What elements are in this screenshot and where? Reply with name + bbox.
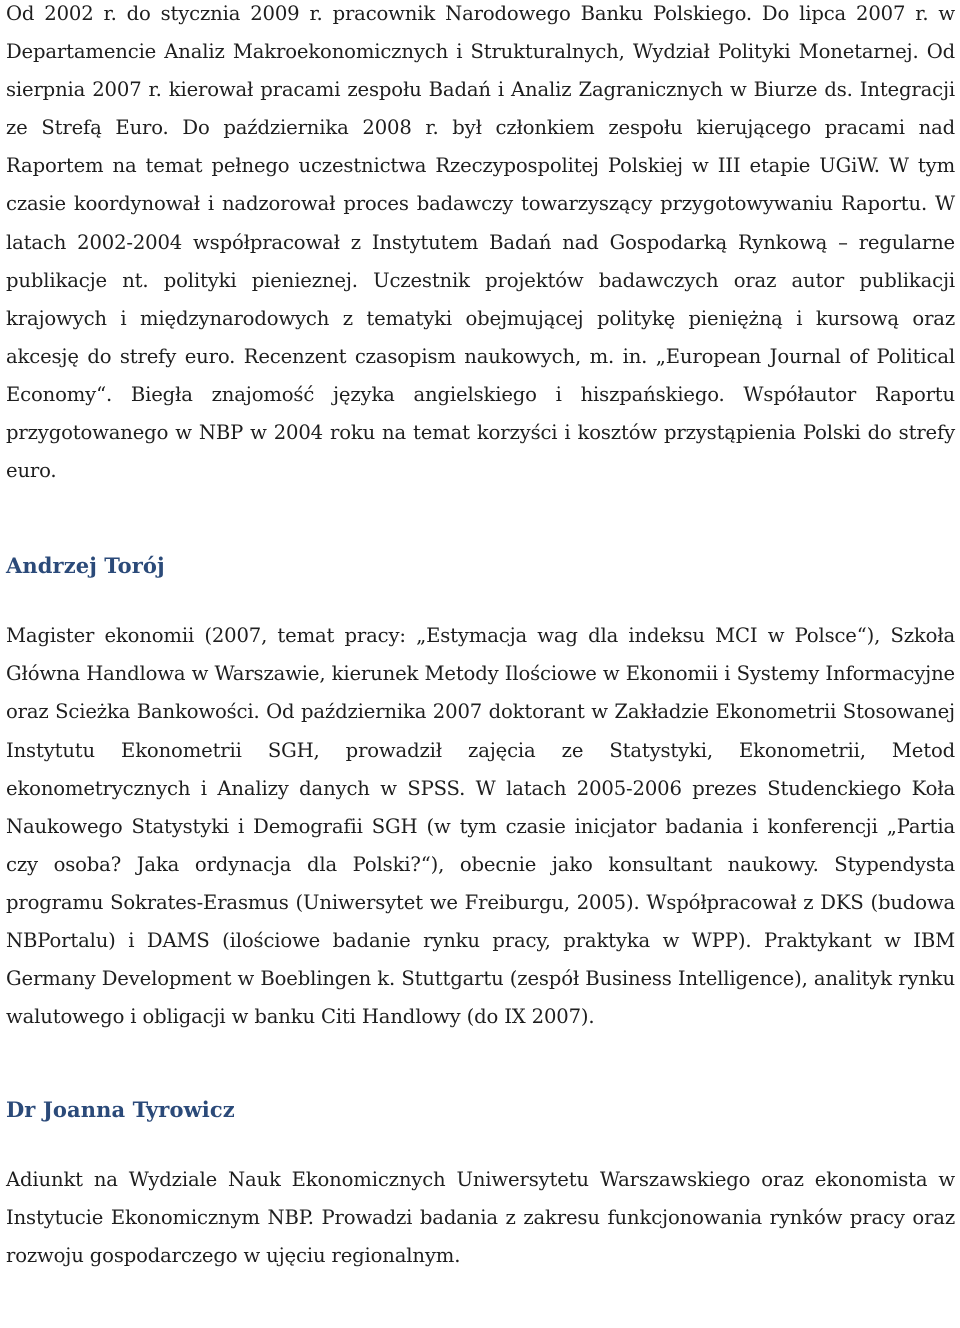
bio-paragraph-joanna-tyrowicz: Adiunkt na Wydziale Nauk Ekonomicznych Uniwersytetu Warszawskiego oraz ekonomista w Instytucie Ekonomicznym NBP. Prowadzi badania z zakresu funkcjonowania rynków pracy oraz rozwoju gospodarczego w ujęciu regionalnym. xyxy=(6,1168,955,1268)
document-page xyxy=(6,0,955,1276)
person-heading-andrzej-toroj: Andrzej Torój xyxy=(6,553,165,579)
bio-paragraph-andrzej-toroj: Magister ekonomii (2007, temat pracy: „Estymacja wag dla indeksu MCI w Polsce“), Szkoła Główna Handlowa w Warszawie, kierunek Metody Ilościowe w Ekonomii i Systemy Informacyjne oraz Scieżka Bankowości. Od października 2007 doktorant w Zakładzie Ekonometrii Stosowanej Instytutu Ekonometrii SGH, prowadził zajęcia ze Statystyki, Ekonometrii, Metod ekonometrycznych i Analizy danych w SPSS. W latach 2005-2006 prezes Studenckiego Koła Naukowego Statystyki i Demografii SGH (w tym czasie inicjator badania i konferencji „Partia czy osoba? Jaka ordynacja dla Polski?“), obecnie jako konsultant naukowy. Stypendysta programu Sokrates-Erasmus (Uniwersytet we Freiburgu, 2005). Współpracował z DKS (budowa NBPortalu) i DAMS (ilościowe badanie rynku pracy, praktyka w WPP). Praktykant w IBM Germany Development w Boeblingen k. Stuttgartu (zespół Business Intelligence), analityk rynku walutowego i obligacji w banku Citi Handlowy (do IX 2007). xyxy=(6,624,955,1029)
person-heading-joanna-tyrowicz: Dr Joanna Tyrowicz xyxy=(6,1097,235,1123)
bio-paragraph-previous-person: Od 2002 r. do stycznia 2009 r. pracownik Narodowego Banku Polskiego. Do lipca 2007 r. w Departamencie Analiz Makroekonomicznych i Strukturalnych, Wydział Polityki Monetarnej. Od sierpnia 2007 r. kierował pracami zespołu Badań i Analiz Zagranicznych w Biurze ds. Integracji ze Strefą Euro. Do października 2008 r. był członkiem zespołu kierującego pracami nad Raportem na temat pełnego uczestnictwa Rzeczypospolitej Polskiej w III etapie UGiW. W tym czasie koordynował i nadzorował proces badawczy towarzyszący przygotowywaniu Raportu. W latach 2002-2004 współpracował z Instytutem Badań nad Gospodarką Rynkową – regularne publikacje nt. polityki pienieznej. Uczestnik projektów badawczych oraz autor publikacji krajowych i międzynarodowych z tematyki obejmującej politykę pieniężną i kursową oraz akcesję do strefy euro. Recenzent czasopism naukowych, m. in. „European Journal of Political Economy“. Biegła znajomość języka angielskiego i hiszpańskiego. Współautor Raportu przygotowanego w NBP w 2004 roku na temat korzyści i kosztów przystąpienia Polski do strefy euro. xyxy=(6,2,955,483)
